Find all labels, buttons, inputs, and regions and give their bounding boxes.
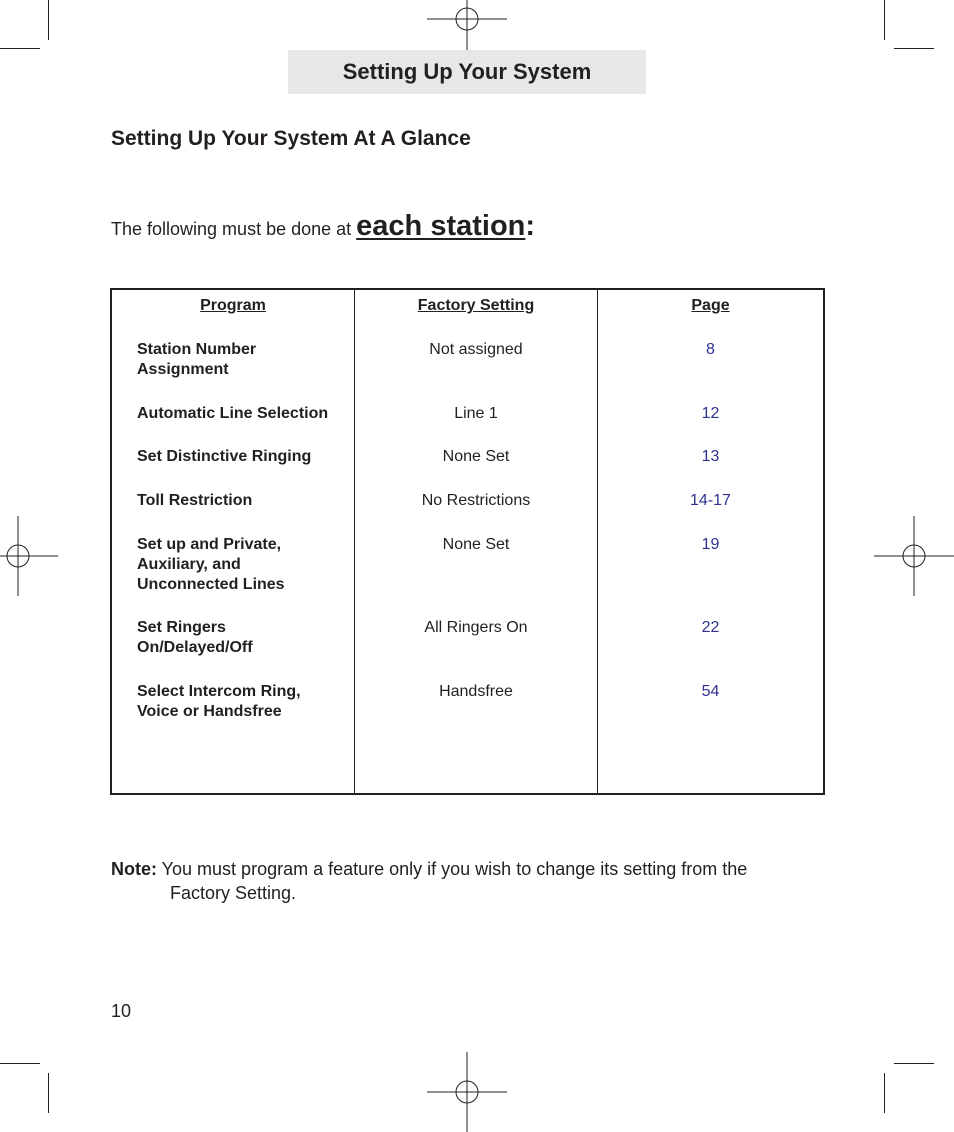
column-header-program: Program bbox=[200, 297, 266, 314]
registration-mark-icon bbox=[874, 516, 954, 596]
program-label-line: Auxiliary, and bbox=[137, 556, 241, 573]
section-heading: Setting Up Your System At A Glance bbox=[111, 127, 471, 150]
program-label-line: Set Distinctive Ringing bbox=[137, 448, 312, 465]
column-header-factory-setting: Factory Setting bbox=[417, 297, 535, 314]
table-row-factory: No Restrictions bbox=[421, 492, 531, 509]
page-number: 10 bbox=[111, 1001, 132, 1021]
program-label-line: Automatic Line Selection bbox=[137, 405, 329, 422]
table-row-factory: All Ringers On bbox=[424, 619, 528, 636]
crop-mark bbox=[0, 48, 40, 49]
table-row-program bbox=[137, 491, 252, 511]
table-row-program bbox=[137, 682, 301, 722]
program-label-line: Set Ringers bbox=[137, 619, 226, 636]
intro-colon: : bbox=[525, 210, 536, 242]
program-label-line: Assignment bbox=[137, 361, 229, 378]
note-text-continuation: Factory Setting. bbox=[170, 883, 297, 903]
crop-mark bbox=[0, 1063, 40, 1064]
crop-mark bbox=[48, 0, 49, 40]
note-text: You must program a feature only if you wish to change its setting from the bbox=[157, 859, 748, 879]
table-row-factory: None Set bbox=[442, 536, 510, 553]
program-label-line: Unconnected Lines bbox=[137, 576, 285, 593]
intro-line bbox=[111, 210, 535, 243]
program-label-line: Toll Restriction bbox=[137, 492, 253, 509]
intro-emphasis: each station bbox=[356, 210, 526, 242]
table-row-factory: Line 1 bbox=[454, 405, 498, 422]
registration-mark-icon bbox=[427, 1052, 507, 1132]
column-header-page: Page bbox=[691, 297, 730, 314]
table-row-page: 14-17 bbox=[690, 492, 731, 509]
crop-mark bbox=[48, 1073, 49, 1113]
crop-mark bbox=[884, 0, 885, 40]
crop-mark bbox=[894, 1063, 934, 1064]
crop-mark bbox=[884, 1073, 885, 1113]
note-paragraph bbox=[111, 857, 831, 905]
table-row-program bbox=[137, 447, 311, 467]
table-row-program bbox=[137, 340, 256, 380]
table-row-factory: Not assigned bbox=[429, 341, 523, 358]
table-row-page: 13 bbox=[701, 448, 720, 465]
chapter-title: Setting Up Your System bbox=[342, 59, 592, 84]
note-label: Note: bbox=[111, 859, 157, 879]
table-row-page: 54 bbox=[701, 683, 720, 700]
table-row-page: 8 bbox=[706, 341, 715, 358]
table-row-program bbox=[137, 618, 253, 658]
registration-mark-icon bbox=[0, 516, 58, 596]
settings-table bbox=[110, 288, 825, 795]
program-label-line: Select Intercom Ring, bbox=[137, 683, 301, 700]
table-row-factory: Handsfree bbox=[439, 683, 513, 700]
program-label-line: On/Delayed/Off bbox=[137, 639, 253, 656]
table-row-factory: None Set bbox=[442, 448, 510, 465]
chapter-header bbox=[288, 50, 646, 94]
table-row-page: 22 bbox=[701, 619, 720, 636]
intro-text: The following must be done at bbox=[111, 219, 357, 239]
table-row-program bbox=[137, 404, 328, 424]
table-row-program bbox=[137, 535, 285, 595]
program-label-line: Set up and Private, bbox=[137, 536, 282, 553]
program-label-line: Station Number bbox=[137, 341, 257, 358]
program-label-line: Voice or Handsfree bbox=[137, 703, 282, 720]
table-row-page: 19 bbox=[701, 536, 720, 553]
crop-mark bbox=[894, 48, 934, 49]
table-row-page: 12 bbox=[701, 405, 720, 422]
